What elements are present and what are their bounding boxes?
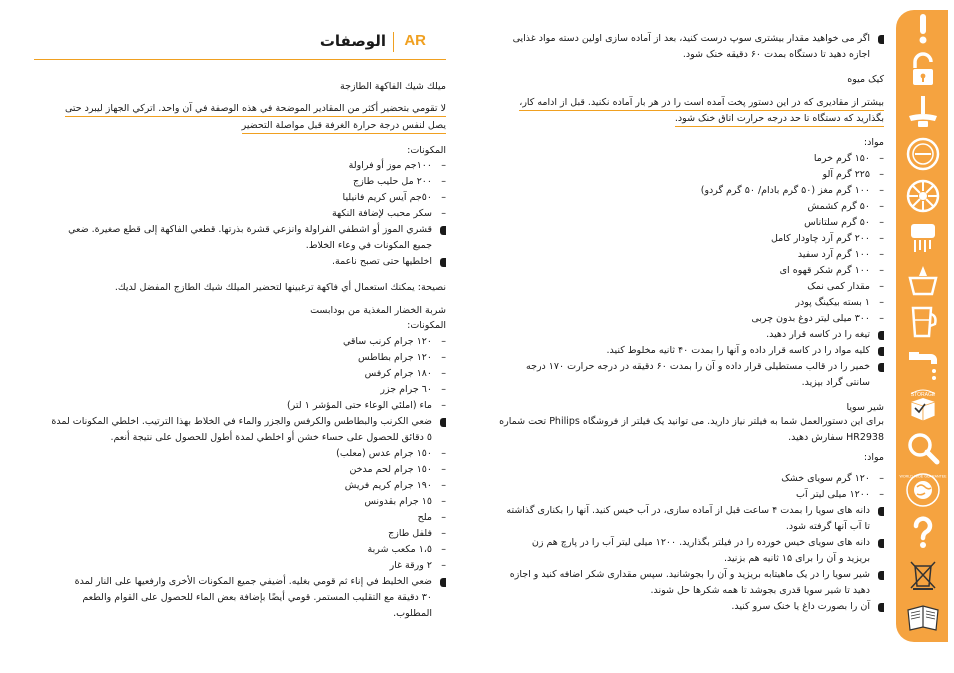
storage-label: STORAGE [910,392,936,398]
step-continuation: سانتی گراد بپزید. [801,377,870,388]
cake-title: کیک میوه [847,74,884,85]
list-item: – سكر محبب لإضافة النكهة [331,208,446,219]
warning-exclamation-icon [905,10,941,46]
step-continuation: جميع المكونات في وعاء الخلاط. [305,240,432,251]
list-item: – ١،٥ مكعب شربة [367,544,446,555]
title-rule [34,59,446,60]
step-continuation: تا آب آنها گرفته شود. [785,521,870,532]
step-item: ضعي الخليط في إناء ثم قومي بغليه. أضيفي جميع المكونات الأخرى وارفعيها على النار لمدة [75,575,432,589]
list-item: – ٦٠ جرام جزر [380,384,446,395]
list-item: – ۱۲۰۰ میلی لیتر آب [796,489,884,500]
list-item: – ٢٠٠ مل حليب طازج [352,176,446,187]
language-code: AR [404,32,426,49]
step-item: خمیر را در قالب مستطیلی قرار داده و آن را بمدت ۶۰ دقیقه در درجه حرارت ۱۷۰ درجه [526,360,870,374]
blade-icon [905,94,941,130]
step-continuation: بریزید و آن را برای ۱۵ ثانیه هم بزنید. [723,553,870,564]
step-continuation: ٣٠ دقيقة مع التقليب المستمر. قومي أيضًا بإضافة بعض الماء للحصول على القوام والطعم [82,592,432,603]
milkshake-warning-line-1: لا تقومي بتحضير أكثر من المقادير الموضحة في هذه الوصفة في آن واحد. اتركي الجهاز ليبرد حتى [65,102,446,117]
list-item: – ماء (املئي الوعاء حتى المؤشر ١ لتر) [286,400,446,411]
list-item: – ۱۰۰ گرم شکر قهوه ای [779,265,884,276]
list-item: – ۱۵۰ گرم خرما [813,153,884,164]
step-item: آن را بصورت داغ یا خنک سرو کنید. [731,600,870,614]
no-dispose-icon [905,556,941,592]
list-item: – ۲۰۰ گرم آرد چاودار کامل [770,233,884,244]
soup-title: شربة الخضار المغذية من بودابست [310,305,446,316]
icon-sidebar [896,10,948,642]
soy-title: شیر سویا [846,402,884,413]
filter-disc-icon [905,178,941,214]
worldwide-label: WORLD WIDE GUARANTEE [899,474,947,479]
step-continuation: اجازه دهید تا دستگاه بمدت ۶۰ دقیقه خنک شود. [682,49,870,60]
step-item: اخلطيها حتى تصبح ناعمة. [332,255,432,269]
list-item: – ١٥ جرام بقدونس [364,496,446,507]
ingredients-label: المكونات: [407,320,446,331]
list-item: – ملح [417,512,446,523]
step-item: دانه های سویا را بمدت ۴ ساعت قبل از آماده سازی، در آب خیس کنید. آنها را بکناری گذاشته [506,504,870,518]
unlock-icon [905,52,941,88]
recipe-book-icon [905,600,941,636]
ingredients-label: المكونات: [407,145,446,156]
list-item: – ١٥٠ جرام عدس (معلب) [336,448,446,459]
world-wide-icon [899,472,947,508]
storage-box-icon [905,388,941,424]
step-continuation: المطلوب. [393,608,432,619]
milkshake-title: ميلك شيك الفاكهة الطازجة [339,81,446,92]
disc-icon [905,136,941,172]
list-item: – ۳۰۰ میلی لیتر دوغ بدون چربی [751,313,884,324]
milkshake-warning-line-2: يصل لنفس درجة حرارة الغرفة قبل مواصلة التحضير [242,119,446,134]
step-item: اگر می خواهید مقدار بیشتری سوپ درست کنید، بعد از آماده سازی اولین دسته مواد غذایی [513,32,870,46]
list-item: – ۱۰۰ گرم مغز (۵۰ گرم بادام/ ۵۰ گرم گردو) [700,185,884,196]
cake-warning-line-2: بگذارید که دستگاه تا حد درجه حرارت اتاق خنک شود. [675,112,884,127]
list-item: – ۵۰ گرم کشمش [807,201,884,212]
list-item: – ٥٠جم آيس كريم فانيليا [342,192,446,203]
list-item: – فلفل طازج [388,528,446,539]
list-item: – ١٩٠ جرام كريم فريش [344,480,446,491]
step-item: ضعي الكرنب والبطاطس والكرفس والجزر والماء في الخلاط بهذا الترتيب. اخلطي المكونات لمدة [51,415,432,429]
list-item: – مقدار کمی نمک [807,281,884,292]
step-continuation: دهید تا شیر سویا قدری بجوشد تا همه شکرها حل شوند. [650,585,870,596]
title-divider [393,32,395,52]
jug-icon [905,304,941,340]
step-item: کلیه مواد را در کاسه قرار داده و آنها را بمدت ۴۰ ثانیه مخلوط کنید. [606,344,870,358]
tip-text: نصيحة: يمكنك استعمال أي فاكهة ترغبينها لتحضير الميلك شيك الطازج المفضل لديك. [114,282,446,293]
list-item: – ۲۲۵ گرم آلو [822,169,884,180]
list-item: – ١٠٠جم موز أو فراولة [348,160,446,171]
soy-intro-line-1: برای این دستورالعمل شما به فیلتر نیاز دارید. می توانید یک فیلتر از فروشگاه Philips تحت شماره [499,416,884,427]
list-item: – ١٢٠ جرام بطاطس [358,352,446,363]
list-item: – ۱۲۰ گرم سویای خشک [781,473,884,484]
step-continuation: ٥ دقائق للحصول على حساء خشن أو اخلطي لمدة أطول للحصول على نتيجة أنعم. [110,432,432,443]
list-item: – ١٥٠ جرام لحم مدخن [349,464,446,475]
juicer-icon [905,262,941,298]
magnifier-icon [905,430,941,466]
list-item: – ١٢٠ جرام كرنب ساقي [342,336,446,347]
step-item: تیغه را در کاسه قرار دهید. [766,328,870,342]
page-title: الوصفات [319,32,386,50]
list-item: – ۱۰۰ گرم آرد سفید [797,249,884,260]
list-item: – ١٨٠ جرام كرفس [364,368,446,379]
materials-label: مواد: [863,452,884,463]
step-item: قشري الموز أو اشطفي الفراولة وانزعي قشرة بذرتها. قطعي الفاكهة إلى قطع صغيرة. ضعي [68,223,432,237]
list-item: – ۱ بسته بیکینگ پودر [795,297,884,308]
mill-icon [905,220,941,256]
faucet-icon [905,346,941,382]
step-item: شیر سویا را در یک ماهیتابه بریزید و آن را بجوشانید. سپس مقداری شکر اضافه کنید و اجازه [510,568,870,582]
materials-label: مواد: [863,137,884,148]
soy-intro-line-2: HR2938 سفارش دهید. [788,432,884,443]
page-header [34,30,446,60]
list-item: – ٢ ورقة غار [389,560,446,571]
step-item: دانه های سویای خیس خورده را در فیلتر بگذارید. ۱۲۰۰ میلی لیتر آب را در پارچ هم زن [532,536,870,550]
question-icon [905,514,941,550]
list-item: – ۵۰ گرم سلتاناس [804,217,884,228]
cake-warning-line-1: بیشتر از مقادیری که در این دستور پخت آمده است را در هر بار آماده نکنید. قبل از ادامه کار، [519,96,884,111]
